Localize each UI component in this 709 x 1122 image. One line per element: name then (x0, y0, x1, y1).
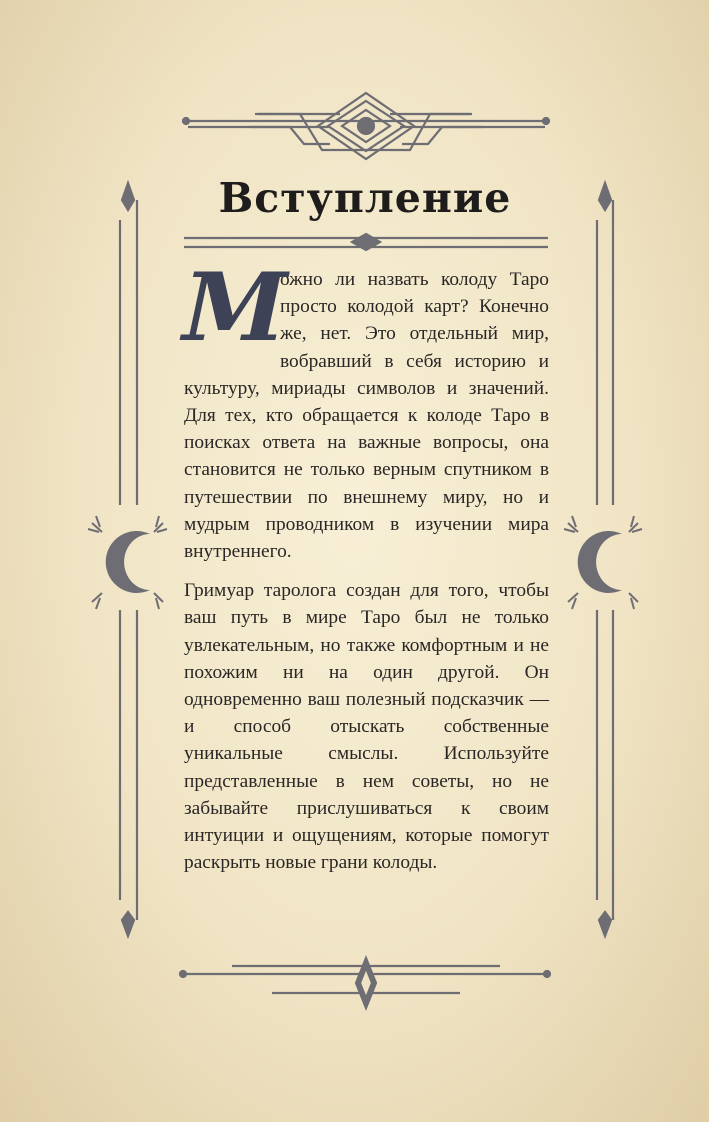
crescent-moon-icon (88, 516, 167, 609)
drop-cap: М (170, 253, 299, 363)
title-divider-icon (184, 234, 548, 250)
bottom-ornament-icon (180, 958, 550, 1008)
page-title: Вступление (218, 174, 512, 222)
top-ornament-icon (183, 93, 549, 159)
crescent-moon-icon (564, 516, 642, 609)
paragraph (170, 253, 549, 565)
paragraph: Гримуар таролога создан для того, чтобы ваш путь в мире Таро был не только увлекательным, но также комфортным и не похожим ни на один другой. Он одновременно ваш полезный подсказчик — и способ отыскать собственные уникальные смыслы. Используйте представленные в нем советы, но не забывайте прислушиваться к своим интуиции и ощущениям, которые помогут раскрыть новые грани колоды. (184, 580, 549, 874)
right-border (597, 183, 613, 936)
body-text (170, 253, 549, 888)
paragraph-text: ожно ли назвать колоду Таро просто колодой карт? Конечно же, нет. Это отдельный мир, вобравший в себя историю и культуру, мириады символов и значений. Для тех, кто обращается к колоде Таро в поисках ответа на важные вопросы, она становится не только верным спутником в путешествии по внешнему миру, но и мудрым проводником в изучении мира внутреннего. (184, 269, 549, 563)
